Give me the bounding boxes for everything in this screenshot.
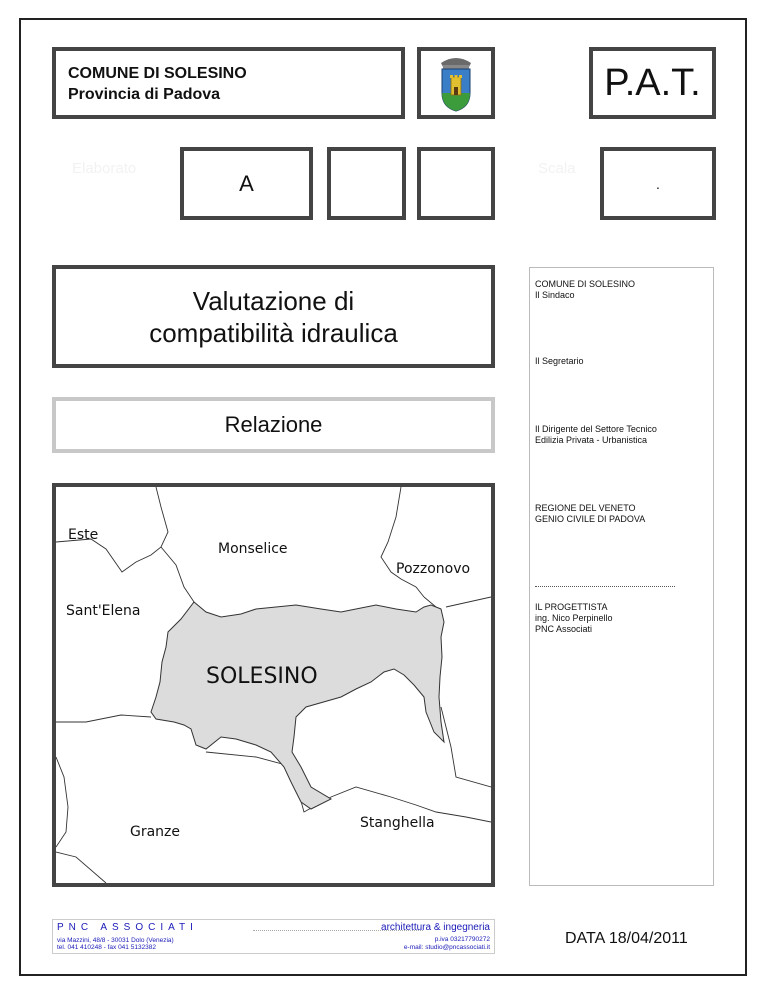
comune-name: COMUNE DI SOLESINO	[68, 65, 247, 82]
title-line-1: Valutazione di	[192, 285, 355, 316]
pnc-address-1: via Mazzini, 48/8 - 30031 Dolo (Venezia)	[57, 937, 174, 944]
pat-box	[589, 47, 716, 119]
coat-of-arms-icon	[435, 53, 477, 113]
sig-progettista-3: PNC Associati	[535, 624, 593, 634]
map-label-este: Este	[68, 527, 99, 543]
map-label-solesino: SOLESINO	[206, 664, 318, 689]
sig-progettista-1: IL PROGETTISTA	[535, 602, 608, 612]
scala-value: .	[656, 175, 660, 192]
map-label-granze: Granze	[130, 824, 181, 840]
map-svg	[56, 487, 491, 883]
sig-regione-1: REGIONE DEL VENETO	[535, 503, 636, 513]
pnc-email: e-mail: studio@pncassociati.it	[403, 944, 490, 951]
subtitle: Relazione	[224, 412, 323, 437]
pnc-name: PNC ASSOCIATI	[57, 922, 198, 933]
sig-comune: COMUNE DI SOLESINO	[535, 279, 636, 289]
pnc-address-2: tel. 041 410248 - fax 041 5132382	[57, 944, 157, 951]
location-map	[52, 483, 495, 887]
solesino-area	[151, 602, 444, 809]
comune-box	[52, 47, 405, 119]
sig-segretario: Il Segretario	[535, 356, 584, 366]
scala-label: Scala	[538, 160, 576, 177]
elaborato-code: A	[239, 170, 254, 196]
sig-regione-2: GENIO CIVILE DI PADOVA	[535, 514, 646, 524]
map-label-santelena: Sant'Elena	[66, 603, 141, 619]
map-label-stanghella: Stanghella	[360, 815, 435, 831]
provincia-name: Provincia di Padova	[68, 86, 221, 103]
title-line-2: compatibilità idraulica	[149, 317, 398, 348]
sig-progettista-2: ing. Nico Perpinello	[535, 613, 613, 623]
elaborato-box-2	[327, 147, 406, 220]
elaborato-box-3	[417, 147, 495, 220]
pnc-piva: p.iva 03217790272	[434, 936, 490, 943]
crest-box	[417, 47, 495, 119]
map-label-monselice: Monselice	[218, 541, 288, 557]
sig-dirigente-1: Il Dirigente del Settore Tecnico	[535, 424, 657, 434]
pnc-footer-card	[52, 919, 495, 954]
document-date: DATA 18/04/2011	[565, 930, 688, 947]
elaborato-code-box	[180, 147, 313, 220]
scala-box	[600, 147, 716, 220]
title-box	[52, 265, 495, 368]
sig-dirigente-2: Edilizia Privata - Urbanistica	[535, 435, 648, 445]
signature-dotted-line	[535, 586, 675, 587]
pat-label: P.A.T.	[604, 61, 701, 104]
elaborato-label: Elaborato	[72, 160, 137, 177]
pnc-architettura: architettura & ingegneria	[381, 922, 490, 933]
map-label-pozzonovo: Pozzonovo	[396, 561, 471, 577]
subtitle-box	[52, 397, 495, 453]
sig-sindaco: Il Sindaco	[535, 290, 575, 300]
